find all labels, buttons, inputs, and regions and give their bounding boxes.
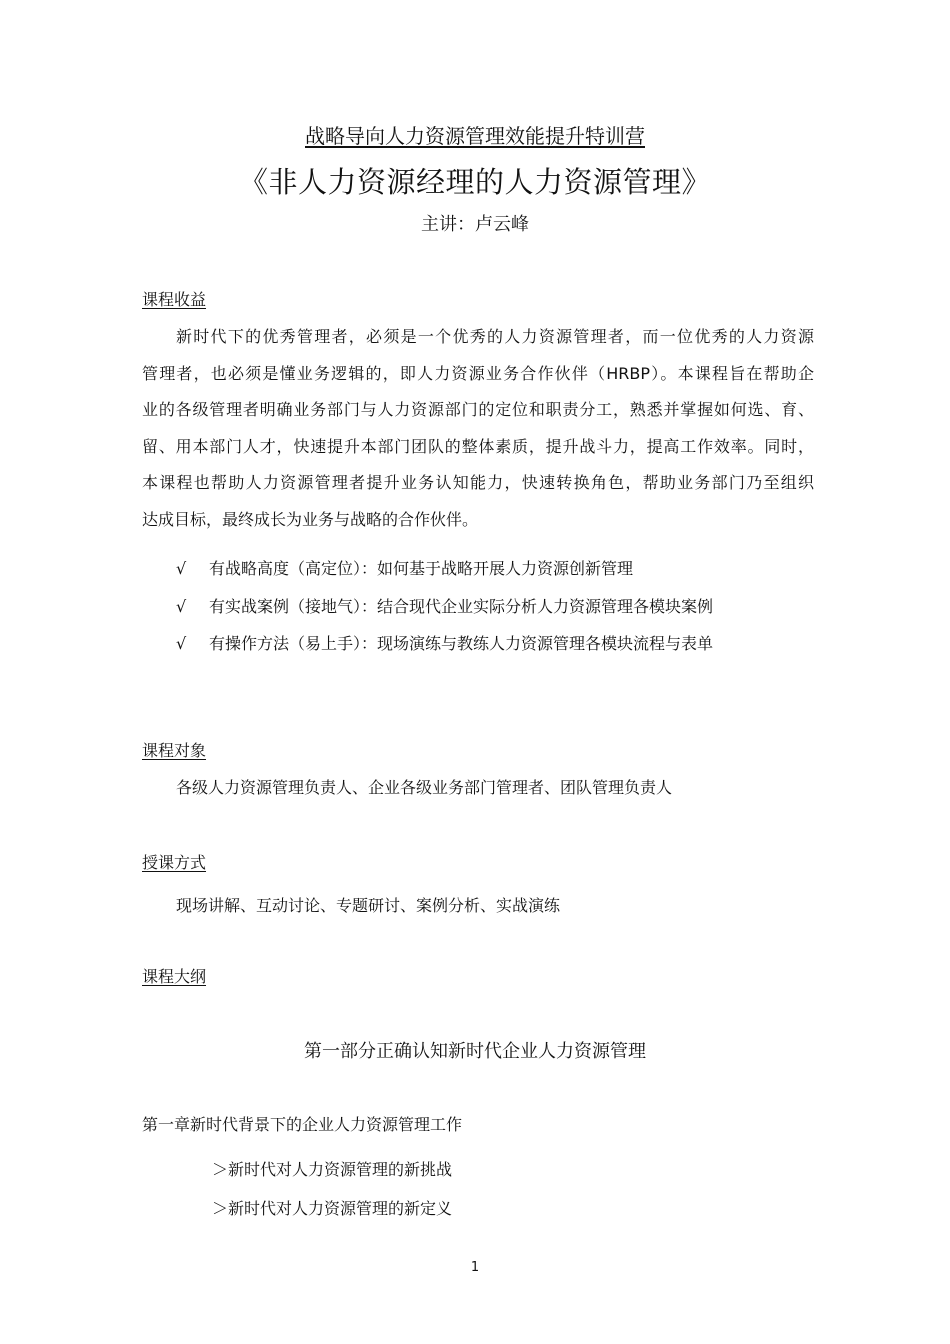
audience-text: 各级人力资源管理负责人、企业各级业务部门管理者、团队管理负责人: [176, 778, 673, 797]
method-text: 现场讲解、互动讨论、专题研讨、案例分析、实战演练: [176, 896, 561, 915]
paragraph-line: 本课程也帮助人力资源管理者提升业务认知能力，快速转换角色，帮助业务部门乃至组织: [142, 473, 814, 492]
benefit-item: [176, 594, 713, 617]
benefit-item: [176, 631, 713, 654]
check-mark-icon: √: [176, 634, 187, 653]
benefits-paragraph: [142, 319, 814, 538]
section-heading-method: 授课方式: [142, 853, 207, 872]
benefit-item: [176, 556, 633, 579]
paragraph-line: 管理者，也必须是懂业务逻辑的，即人力资源业务合作伙伴（HRBP）。本课程旨在帮助企: [142, 363, 814, 383]
series-title: 战略导向人力资源管理效能提升特训营: [305, 124, 645, 148]
paragraph-line: 业的各级管理者明确业务部门与人力资源部门的定位和职责分工，熟悉并掌握如何选、育、: [142, 400, 814, 419]
benefit-item-text: 有战略高度（高定位）：如何基于战略开展人力资源创新管理: [209, 559, 634, 578]
paragraph-line: 达成目标，最终成长为业务与战略的合作伙伴。: [142, 509, 479, 529]
section-heading-benefits: 课程收益: [142, 290, 207, 309]
section-heading-outline: 课程大纲: [142, 967, 207, 986]
lecturer: 主讲：卢云峰: [421, 214, 529, 235]
check-mark-icon: √: [176, 559, 187, 578]
check-mark-icon: √: [176, 597, 187, 616]
page-number: 1: [470, 1260, 480, 1275]
benefit-item-text: 有操作方法（易上手）：现场演练与教练人力资源管理各模块流程与表单: [209, 634, 714, 653]
part-title: 第一部分正确认知新时代企业人力资源管理: [304, 1041, 646, 1062]
outline-bullet: ＞新时代对人力资源管理的新定义: [212, 1199, 453, 1218]
benefit-item-text: 有实战案例（接地气）：结合现代企业实际分析人力资源管理各模块案例: [209, 597, 714, 616]
section-heading-audience: 课程对象: [142, 741, 207, 760]
chapter-title: 第一章新时代背景下的企业人力资源管理工作: [142, 1115, 463, 1134]
outline-bullet: ＞新时代对人力资源管理的新挑战: [212, 1160, 453, 1179]
paragraph-line: 新时代下的优秀管理者，必须是一个优秀的人力资源管理者，而一位优秀的人力资源: [176, 327, 814, 346]
course-title: 《非人力资源经理的人力资源管理》: [238, 165, 711, 199]
paragraph-line: 留、用本部门人才，快速提升本部门团队的整体素质，提升战斗力，提高工作效率。同时，: [142, 436, 814, 456]
